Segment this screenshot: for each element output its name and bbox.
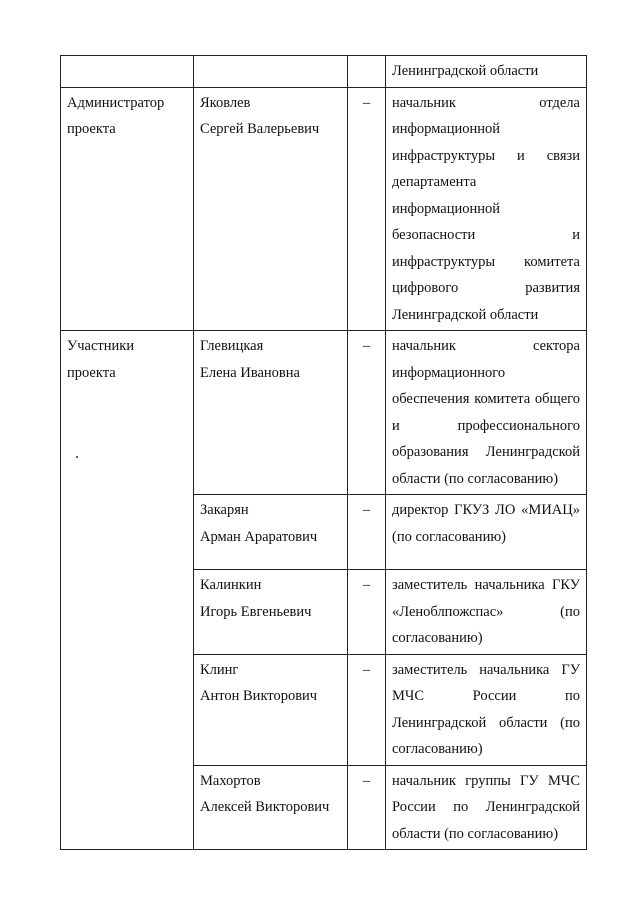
position-word: и [517,147,525,164]
position-cell [386,331,587,495]
position-text: заместитель начальника ГУ МЧС России по Ленинградской области (по согласованию) [392,661,580,757]
dash-cell: – [348,87,386,331]
position-line: Ленинградской области [392,63,539,79]
project-roster-table [60,55,587,850]
dash-cell: – [348,331,386,495]
position-word: и [572,227,580,243]
position-line [392,222,580,249]
position-cell [386,87,587,331]
role-line: Администратор [67,94,165,111]
role-line: проекта [67,364,116,381]
name-cell [194,654,348,765]
scan-speck [76,456,78,458]
position-cell [386,654,587,765]
position-line [392,275,580,302]
position-cell [386,495,587,570]
given-names: Сергей Валерьевич [200,121,320,137]
position-line [392,302,580,329]
position-line [392,169,580,196]
position-word: инфраструктуры [392,147,496,164]
position-word: отдела [539,94,580,111]
surname: Махортов [200,772,261,789]
position-text: директор ГКУЗ ЛО «МИАЦ» (по согласованию) [392,502,580,545]
role-cell-empty [61,56,194,88]
name-cell [194,765,348,850]
table-row-administrator [61,87,587,331]
table-row-continuation [61,56,587,88]
name-cell [194,495,348,570]
name-cell [194,570,348,655]
table-row-participant [61,331,587,495]
dash-cell: – [348,654,386,765]
dash-cell: – [348,765,386,850]
position-word: развития [525,280,580,296]
role-cell [61,87,194,331]
role-line: проекта [67,121,116,137]
dash-cell-empty [348,56,386,88]
position-line [392,116,580,143]
name-cell [194,87,348,331]
name-cell-empty [194,56,348,88]
surname: Клинг [200,661,239,678]
surname: Калинкин [200,577,262,593]
position-word: связи [546,147,580,164]
position-text: начальник сектора информационного обеспечения комитета общего и профессионального образования Ленинградской области (по согласованию) [392,338,580,487]
given-names: Арман Араратович [200,528,318,545]
position-cell [386,570,587,655]
given-names: Антон Викторович [200,688,318,704]
position-line [392,90,580,117]
position-word: комитета [524,253,580,270]
position-line [392,249,580,276]
role-line: Участники [67,338,135,354]
position-word: департамента [392,174,477,190]
dash-cell: – [348,495,386,570]
position-cell [386,765,587,850]
position-word: инфраструктуры [392,253,496,270]
name-cell [194,331,348,495]
role-cell [61,331,194,850]
position-cell [386,56,587,88]
surname: Глевицкая [200,338,264,354]
position-word: информационной [392,200,501,217]
position-line [392,196,580,223]
surname: Яковлев [200,94,251,111]
position-word: цифрового [392,280,459,296]
given-names: Игорь Евгеньевич [200,603,312,620]
position-word: безопасности [392,227,476,243]
dash-cell: – [348,570,386,655]
surname: Закарян [200,502,249,518]
given-names: Елена Ивановна [200,364,300,381]
position-word: начальник [392,94,456,111]
position-word: Ленинградской области [392,306,539,323]
position-text: заместитель начальника ГКУ «Леноблпожспас» (по согласованию) [392,577,580,646]
position-line [392,143,580,170]
position-word: информационной [392,121,501,137]
position-text: начальник группы ГУ МЧС России по Ленинградской области (по согласованию) [392,772,580,842]
given-names: Алексей Викторович [200,799,330,815]
